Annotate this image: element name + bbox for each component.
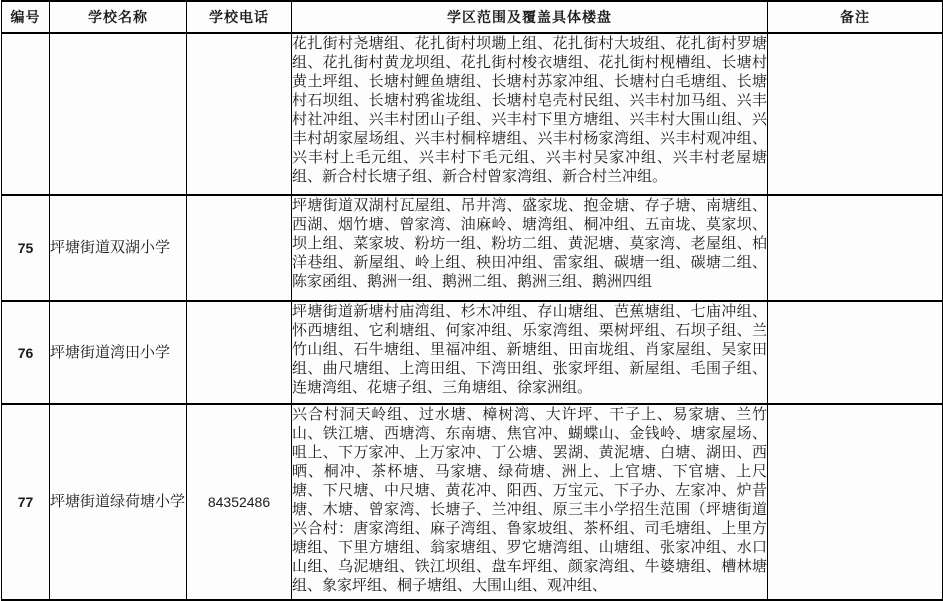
table-row xyxy=(2,301,943,404)
cell-district-range: 坪塘街道双湖村瓦屋组、吊井湾、盛家垅、抱金塘、存子塘、南塘组、西湖、烟竹塘、曾家湾、油麻岭、塘湾组、桐冲组、五亩垅、莫家坝、坝上组、菜家坡、粉坊一组、粉坊二组、黄泥塘、莫家湾、老屋组、柏洋巷组、新屋组、岭上组、秧田冲组、雷家组、碳塘一组、碳塘二组、陈家函组、鹅洲一组、鹅洲二组、鹅洲三组、鹅洲四组 xyxy=(292,195,768,301)
cell-note xyxy=(768,404,943,600)
cell-district-range: 花扎街村尧塘组、花扎街村坝墈上组、花扎街村大坡组、花扎街村罗塘组、花扎街村黄龙坝组、花扎街村梭衣塘组、花扎街村枧槽组、长塘村黄土坪组、长塘村鲤鱼塘组、长塘村苏家冲组、长塘村白毛塘组、长塘村石坝组、长塘村鸦雀垅组、长塘村皂壳村民组、兴丰村加马组、兴丰村社冲组、兴丰村团山子组、兴丰村下里方塘组、兴丰村大围山组、兴丰村胡家屋场组、兴丰村桐梓塘组、兴丰村杨家湾组、兴丰村观冲组、兴丰村上毛元组、兴丰村下毛元组、兴丰村吴家冲组、兴丰村老屋塘组、新合村长塘子组、新合村曾家湾组、新合村兰冲组。 xyxy=(292,33,768,195)
col-header-district-range: 学区范围及覆盖具体楼盘 xyxy=(292,1,768,33)
cell-note xyxy=(768,195,943,301)
cell-number: 75 xyxy=(2,195,50,301)
school-district-table xyxy=(1,0,943,601)
cell-school-phone xyxy=(187,301,292,404)
cell-number xyxy=(2,33,50,195)
table-row xyxy=(2,404,943,600)
col-header-school-phone: 学校电话 xyxy=(187,1,292,33)
cell-district-range: 兴合村洞天岭组、过水塘、樟树湾、大许坪、干子上、易家塘、兰竹山、铁江塘、西塘湾、东南塘、焦官冲、蝴蝶山、金钱岭、塘家屋场、咀上、下万家冲、上万家冲、丁公塘、罢湖、黄泥塘、白塘、湖田、西晒、桐冲、茶杯塘、马家塘、绿荷塘、洲上、上官塘、下官塘、上尺塘、下尺塘、中尺塘、黄花冲、阳西、万宝元、下子办、左家冲、炉昔塘、木塘、曾家湾、长塘子、兰冲组、原三丰小学招生范围（坪塘街道兴合村：唐家湾组、麻子湾组、鲁家坡组、茶杯组、司毛塘组、上里方塘组、下里方塘组、翁家塘组、罗它塘湾组、山塘组、张家冲组、水口山组、乌泥塘组、铁江坝组、盘车坪组、颜家湾组、牛婆塘组、槽林塘组、象家坪组、桐子塘组、大围山组、观冲组、 xyxy=(292,404,768,600)
cell-school-phone xyxy=(187,33,292,195)
cell-school-phone: 84352486 xyxy=(187,404,292,600)
header-row xyxy=(2,1,943,33)
cell-school-phone xyxy=(187,195,292,301)
cell-school-name: 坪塘街道双湖小学 xyxy=(50,195,187,301)
cell-district-range: 坪塘街道新塘村庙湾组、杉木冲组、存山塘组、芭蕉塘组、七庙冲组、怀西塘组、它利塘组、何家冲组、乐家湾组、栗树坪组、石坝子组、兰竹山组、石牛塘组、里福冲组、新塘组、田亩垅组、肖家屋组、吴家田组、曲尺塘组、上湾田组、下湾田组、张家坪组、新屋组、毛围子组、连塘湾组、花塘子组、三角塘组、徐家洲组。 xyxy=(292,301,768,404)
cell-school-name: 坪塘街道绿荷塘小学 xyxy=(50,404,187,600)
col-header-school-name: 学校名称 xyxy=(50,1,187,33)
cell-number: 76 xyxy=(2,301,50,404)
cell-number: 77 xyxy=(2,404,50,600)
cell-note xyxy=(768,33,943,195)
cell-school-name: 坪塘街道湾田小学 xyxy=(50,301,187,404)
table-row xyxy=(2,33,943,195)
col-header-note: 备注 xyxy=(768,1,943,33)
table-row xyxy=(2,195,943,301)
cell-note xyxy=(768,301,943,404)
cell-school-name xyxy=(50,33,187,195)
col-header-number: 编号 xyxy=(2,1,50,33)
